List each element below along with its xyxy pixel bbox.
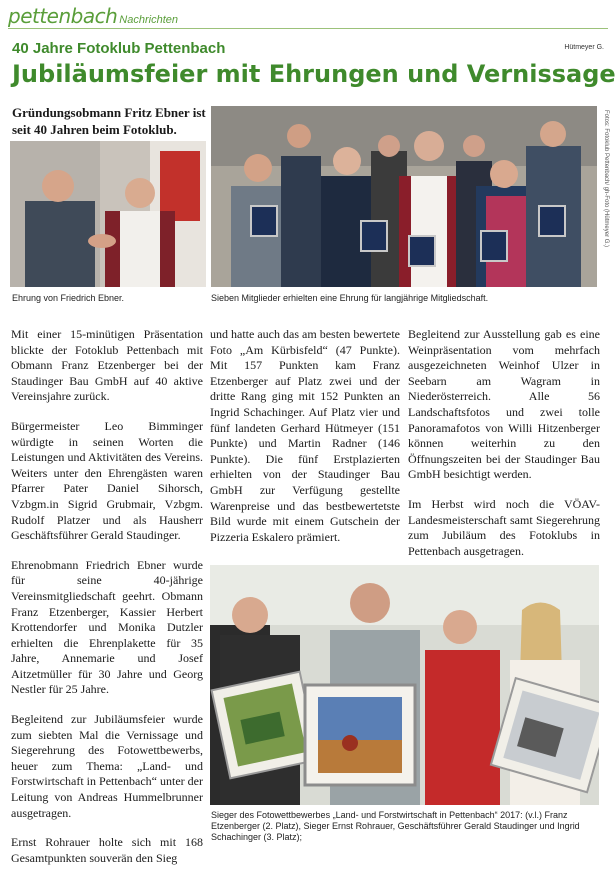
ebner-photo	[10, 141, 206, 287]
group-caption: Sieben Mitglieder erhielten eine Ehrung für langjährige Mitgliedschaft.	[211, 293, 489, 303]
author-credit: Hütmeyer G.	[564, 44, 604, 51]
masthead-logo: pettenbach	[8, 4, 118, 28]
paragraph: Ernst Rohrauer holte sich mit 168 Gesamtpunkten souverän den Sieg	[11, 835, 203, 865]
group-photo	[211, 106, 597, 287]
paragraph: Begleitend zur Jubiläumsfeier wurde zum siebten Mal die Vernissage und Siegerehrung des Fotowettbewerbs, heuer zum Thema: „Land- und Forstwirtschaft in Pettenbach“ unter der Leitung von Andreas Hummelbrunner ausgetragen.	[11, 712, 203, 820]
masthead-logo-sub: Nachrichten	[119, 14, 178, 26]
column-1	[11, 327, 203, 880]
masthead	[8, 4, 608, 29]
winners-photo	[210, 565, 599, 805]
winners-caption: Sieger des Fotowettbewerbes „Land- und Forstwirtschaft in Pettenbach“ 2017: (v.l.) Franz Etzenberger (2. Platz), Sieger Ernst Rohrauer, Geschäftsführer Gerald Staudinger und Ingrid Schachinger (3. Platz);	[211, 810, 580, 842]
article-headline: Jubiläumsfeier mit Ehrungen und Vernissage	[12, 60, 616, 88]
paragraph: Mit einer 15-minütigen Präsentation blickte der Fotoklub Pettenbach mit Obmann Franz Etzenberger bei der Staudinger Bau GmbH auf 40 aktive Vereinsjahre zurück.	[11, 327, 203, 404]
ebner-caption: Ehrung von Friedrich Ebner.	[12, 293, 125, 303]
paragraph: und hatte auch das am besten bewertete Foto „Am Kürbisfeld“ (47 Punkte). Mit 157 Punkten kam Franz Etzenberger auf Platz zwei und der dritte Rang ging mit 152 Punkten an Ingrid Schachinger. Auf Platz vier und fünf landeten Gerhard Hütmeyer (151 Punkte) und Martin Radner (146 Punkte). Die fünf Erstplazierten erhielten von der Staudinger Bau GmbH zur Verfügung gestellte Warenpreise und das bestbewertetste Bild wurde mit einem Gutschein der Pizzeria Eskalero prämiert.	[210, 327, 400, 544]
paragraph: Im Herbst wird noch die VÖAV-Landesmeisterschaft samt Siegerehrung zum Jubiläum des Fotoklubs in Pettenbach ausgetragen.	[408, 496, 600, 558]
photo-credit: Fotos: Fotoklub Pettenbach/ gh-Foto (Hütmeyer G.)	[603, 110, 609, 248]
column-2	[210, 327, 400, 559]
article-lead: Gründungsobmann Fritz Ebner ist seit 40 Jahren beim Fotoklub.	[12, 105, 206, 137]
article-kicker: 40 Jahre Fotoklub Pettenbach	[12, 40, 226, 57]
paragraph: Bürgermeister Leo Bimminger würdigte in seinen Worten die Leistungen und Aktivitäten des Vereins. Weiters unter den Ehrengästen waren Pfarrer Pater Daniel Sihorsch, Vzbgm.in Sigrid Grubmair, Vzbgm. Rudolf Platzer und als Hausherr Geschäftsführer Gerald Staudinger.	[11, 418, 203, 543]
paragraph: Ehrenobmann Friedrich Ebner wurde für seine 40-jährige Vereinsmitgliedschaft geehrt. Obmann Franz Etzenberger, Kassier Herbert Krottendorfer und Monika Dutzler erhielten die Ehrenplakette für 35 Jahre, Annemarie und Josef Aitzetmüller für 30 Jahre und Georg Nestler für 25 Jahre.	[11, 557, 203, 697]
column-3	[408, 327, 600, 573]
paragraph: Begleitend zur Ausstellung gab es eine Weinpräsentation vom mehrfach ausgezeichneten Weinhof Ulzer in Seebarn am Wagram in Niederösterreich. Alle 56 Landschaftsfotos und zwei tolle Panoramafotos von Willi Hitzenberger können weiterhin zu den Öffnungszeiten bei der Staudinger Bau GmbH besichtigt werden.	[408, 327, 600, 482]
